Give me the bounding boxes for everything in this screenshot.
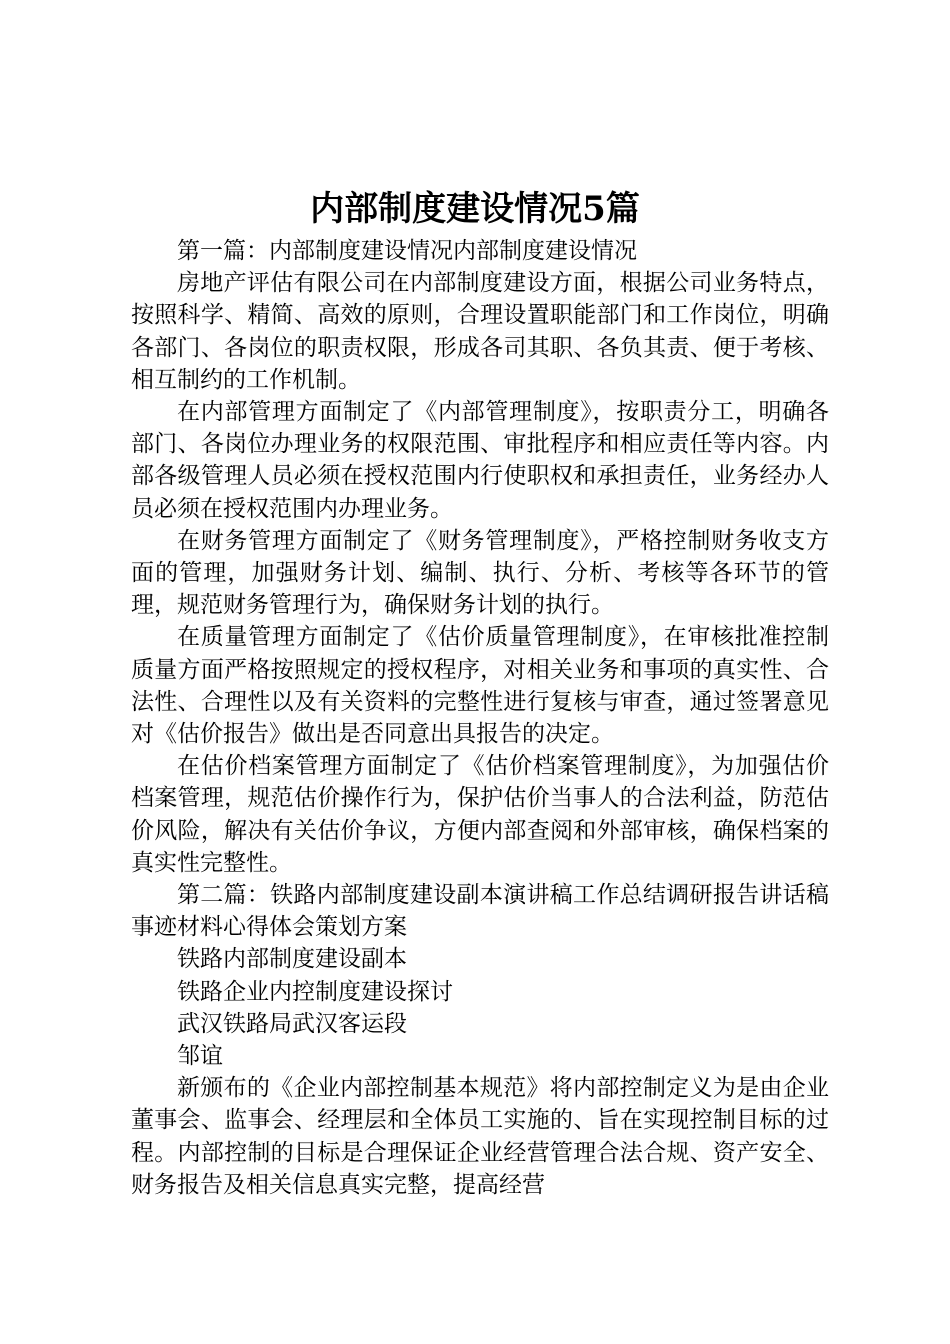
paragraph: 第二篇：铁路内部制度建设副本演讲稿工作总结调研报告讲话稿事迹材料心得体会策划方案 — [131, 882, 829, 941]
paragraph: 在内部管理方面制定了《内部管理制度》，按职责分工，明确各部门、各岗位办理业务的权限范围、审批程序和相应责任等内容。内部各级管理人员必须在授权范围内行使职权和承担责任，业务经办人员必须在授权范围内办理业务。 — [131, 399, 829, 522]
document-body — [131, 235, 829, 1201]
document-title: 内部制度建设情况5篇 — [310, 189, 640, 229]
paragraph: 铁路企业内控制度建设探讨 — [177, 978, 453, 1005]
paragraph: 新颁布的《企业内部控制基本规范》将内部控制定义为是由企业董事会、监事会、经理层和全体员工实施的、旨在实现控制目标的过程。内部控制的目标是合理保证企业经营管理合法合规、资产安全、财务报告及相关信息真实完整，提高经营 — [131, 1075, 829, 1198]
paragraph: 在估价档案管理方面制定了《估价档案管理制度》，为加强估价档案管理，规范估价操作行为，保护估价当事人的合法利益，防范估价风险，解决有关估价争议，方便内部查阅和外部审核，确保档案的真实性完整性。 — [131, 753, 829, 876]
paragraph: 武汉铁路局武汉客运段 — [177, 1010, 407, 1037]
paragraph: 第一篇：内部制度建设情况内部制度建设情况 — [177, 238, 637, 264]
paragraph: 在财务管理方面制定了《财务管理制度》，严格控制财务收支方面的管理，加强财务计划、编制、执行、分析、考核等各环节的管理，规范财务管理行为，确保财务计划的执行。 — [131, 527, 829, 619]
paragraph: 铁路内部制度建设副本 — [177, 946, 407, 973]
paragraph: 房地产评估有限公司在内部制度建设方面，根据公司业务特点，按照科学、精简、高效的原则，合理设置职能部门和工作岗位，明确各部门、各岗位的职责权限，形成各司其职、各负其责、便于考核、相互制约的工作机制。 — [131, 270, 829, 393]
paragraph: 在质量管理方面制定了《估价质量管理制度》，在审核批准控制质量方面严格按照规定的授权程序，对相关业务和事项的真实性、合法性、合理性以及有关资料的完整性进行复核与审查，通过签署意见对《估价报告》做出是否同意出具报告的决定。 — [131, 624, 829, 748]
paragraph: 邹谊 — [177, 1043, 223, 1070]
